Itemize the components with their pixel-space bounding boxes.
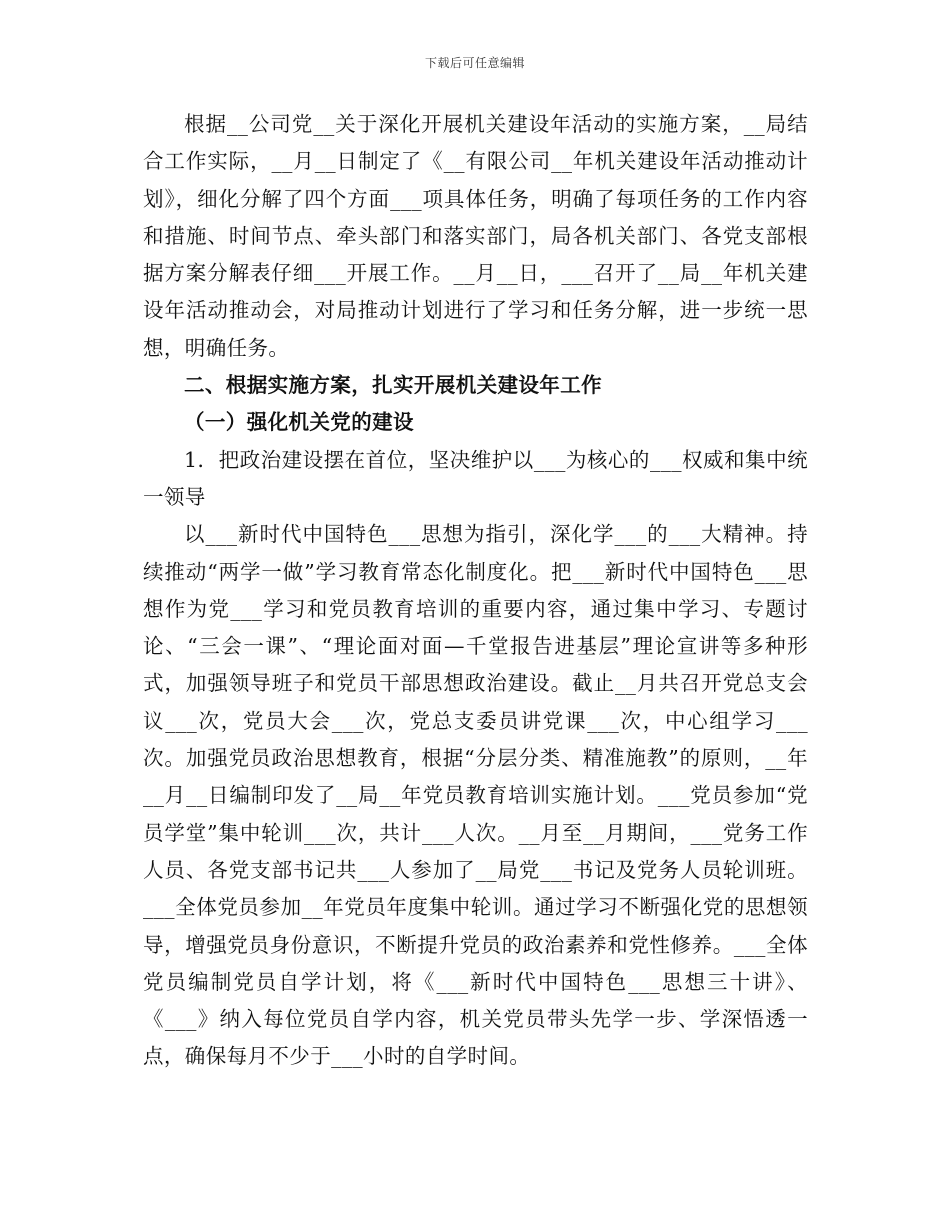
page-header: 下载后可任意编辑 (424, 56, 525, 70)
numbered-item-heading: 1．把政治建设摆在首位，坚决维护以___为核心的___权威和集中统一领导 (143, 447, 808, 509)
sub-section-heading: （一）强化机关党的建设 (184, 410, 414, 435)
section-heading: 二、根据实施方案，扎实开展机关建设年工作 (184, 373, 602, 398)
document-body (143, 106, 808, 1076)
paragraph-body: 以___新时代中国特色___思想为指引，深化学___的___大精神。持续推动“两学一做”学习教育常态化制度化。把___新时代中国特色___思想作为党___学习和党员教育培训的重要内容，通过集中学习、专题讨论、“三会一课”、“理论面对面—千堂报告进基层”理论宣讲等多种形式，加强领导班子和党员干部思想政治建设。截止__月共召开党总支会议___次，党员大会___次，党总支委员讲党课___次，中心组学习___次。加强党员政治思想教育，根据“分层分类、精准施教”的原则，__年__月__日编制印发了__局__年党员教育培训实施计划。___党员参加“党员学堂”集中轮训___次，共计___人次。__月至__月期间，___党务工作人员、各党支部书记共___人参加了__局党___书记及党务人员轮训班。___全体党员参加__年党员年度集中轮训。通过学习不断强化党的思想领导，增强党员身份意识，不断提升党员的政治素养和党性修养。___全体党员编制党员自学计划，将《___新时代中国特色___思想三十讲》、《___》纳入每位党员自学内容，机关党员带头先学一步、学深悟透一点，确保每月不少于___小时的自学时间。 (143, 522, 808, 1069)
paragraph-intro: 根据__公司党__关于深化开展机关建设年活动的实施方案，__局结合工作实际，__月__日制定了《__有限公司__年机关建设年活动推动计划》，细化分解了四个方面___项具体任务，明确了每项任务的工作内容和措施、时间节点、牵头部门和落实部门，局各机关部门、各党支部根据方案分解表仔细___开展工作。__月__日，___召开了__局__年机关建设年活动推动会，对局推动计划进行了学习和任务分解，进一步统一思想，明确任务。 (143, 112, 808, 360)
